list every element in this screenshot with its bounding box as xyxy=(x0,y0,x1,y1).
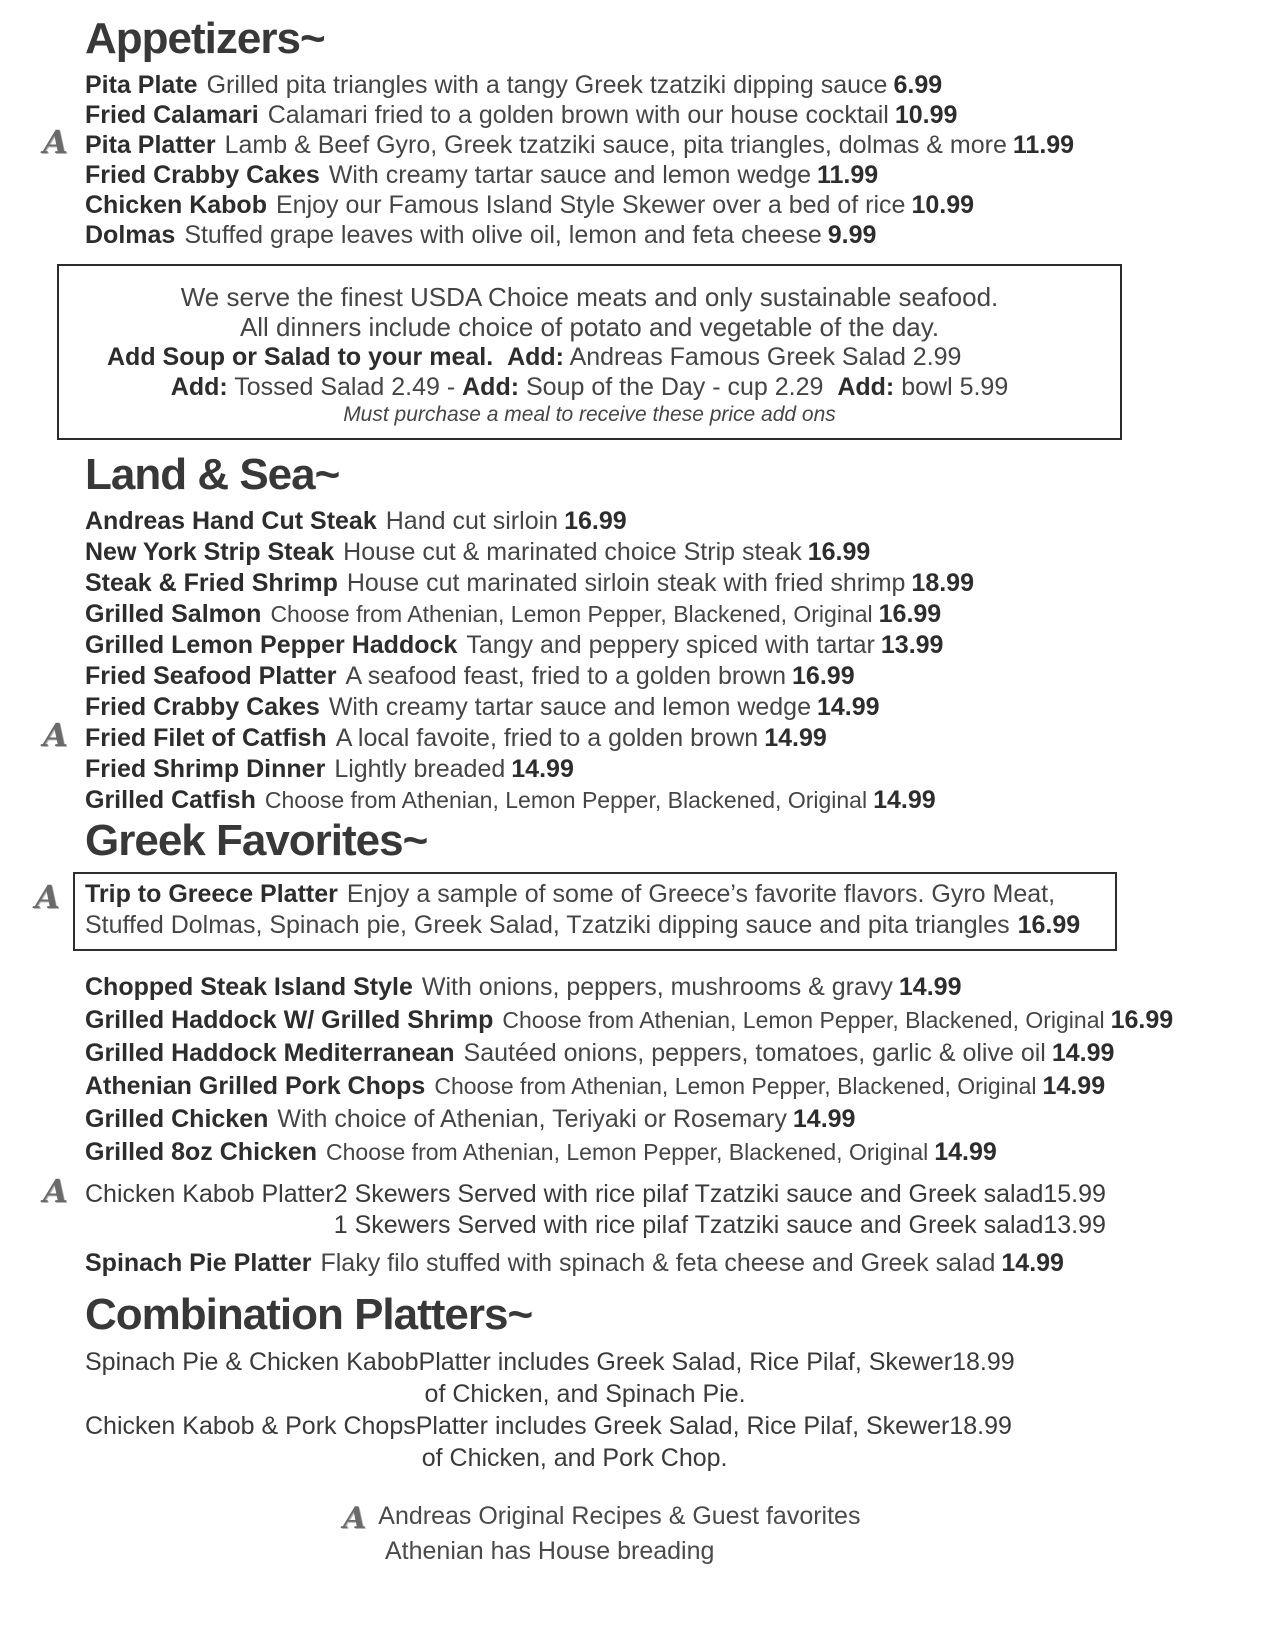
menu-item-fried-seafood-platter xyxy=(85,661,1195,692)
menu-item-chicken-kabob xyxy=(85,190,1195,220)
section-title-greek-favorites: Greek Favorites~ xyxy=(85,816,428,865)
footer-note: Andreas Original Recipes & Guest favorites xyxy=(378,1502,861,1530)
item-description: A local favoite, fried to a golden brown xyxy=(335,724,759,752)
menu-item-grilled-salmon xyxy=(85,599,1195,630)
item-description: 1 Skewers Served with rice pilaf Tzatziki sauce and Greek salad xyxy=(333,1211,1044,1239)
item-name: Grilled Catfish xyxy=(85,786,256,814)
info-line-4 xyxy=(71,372,1108,402)
add-soup-salad-label: Add Soup or Salad to your meal. xyxy=(107,343,494,371)
item-name: Spinach Pie Platter xyxy=(85,1249,312,1277)
menu-item-steak-fried-shrimp xyxy=(85,568,1195,599)
item-name: Athenian Grilled Pork Chops xyxy=(85,1072,426,1100)
menu-item-ny-strip-steak xyxy=(85,537,1195,568)
item-price: 14.99 xyxy=(1042,1072,1106,1100)
andreas-logo-icon: A xyxy=(343,1501,367,1536)
item-name: New York Strip Steak xyxy=(85,538,335,566)
item-description: Grilled pita triangles with a tangy Greek tzatziki dipping sauce xyxy=(206,71,888,99)
item-description: Choose from Athenian, Lemon Pepper, Blackened, Original xyxy=(326,1139,929,1165)
item-description-lines xyxy=(334,1179,1106,1241)
item-description: House cut marinated sirloin steak with fried shrimp xyxy=(346,569,906,597)
combination-platters-list xyxy=(85,1346,1195,1474)
item-price: 18.99 xyxy=(952,1348,1015,1376)
info-line-1: We serve the finest USDA Choice meats and only sustainable seafood. xyxy=(180,282,999,312)
item-description: Platter includes Greek Salad, Rice Pilaf, Skewer xyxy=(418,1348,953,1376)
item-price: 14.99 xyxy=(934,1138,997,1166)
add-label: Add: xyxy=(837,373,895,401)
item-description: Stuffed grape leaves with olive oil, lemon and feta cheese xyxy=(184,221,822,249)
item-name: Grilled Salmon xyxy=(85,600,262,628)
item-description: Platter includes Greek Salad, Rice Pilaf, Skewer xyxy=(415,1412,950,1440)
item-name: Pita Plate xyxy=(85,71,198,99)
add-greek-salad-text: Andreas Famous Greek Salad 2.99 xyxy=(569,343,962,371)
menu-item-grilled-chicken xyxy=(85,1103,1195,1136)
menu-item-fried-crabby-cakes-dinner xyxy=(85,692,1195,723)
section-title-land-and-sea: Land & Sea~ xyxy=(85,450,340,499)
item-description: 2 Skewers Served with rice pilaf Tzatziki sauce and Greek salad xyxy=(333,1180,1044,1208)
item-price: 14.99 xyxy=(1051,1039,1115,1067)
item-price: 6.99 xyxy=(893,71,943,99)
item-option-line xyxy=(334,1179,1106,1210)
land-and-sea-list xyxy=(43,506,1195,816)
item-name: Chicken Kabob xyxy=(85,191,267,219)
item-name: Trip to Greece Platter xyxy=(85,880,338,908)
menu-item-grilled-8oz-chicken xyxy=(85,1136,1195,1169)
item-price: 14.99 xyxy=(1001,1249,1064,1277)
dinner-info-box xyxy=(57,264,1122,440)
item-description-continued: of Chicken, and Spinach Pie. xyxy=(424,1380,746,1408)
menu-item-pita-platter xyxy=(43,123,1195,161)
item-price: 14.99 xyxy=(764,724,827,752)
item-price: 15.99 xyxy=(1043,1180,1106,1208)
menu-item-fried-filet-catfish xyxy=(43,716,1195,754)
menu-item-trip-to-greece-platter xyxy=(35,872,1117,951)
menu-item-fried-calamari xyxy=(85,100,1195,130)
item-description: Choose from Athenian, Lemon Pepper, Blackened, Original xyxy=(264,787,868,813)
menu-item-haddock-grilled-shrimp xyxy=(85,1004,1195,1037)
item-price: 16.99 xyxy=(878,600,942,628)
section-title-combination-platters: Combination Platters~ xyxy=(85,1290,533,1339)
item-description: Choose from Athenian, Lemon Pepper, Blackened, Original xyxy=(502,1007,1105,1033)
item-name: Dolmas xyxy=(85,221,176,249)
menu-item-chicken-kabob-pork-chops xyxy=(85,1410,1195,1474)
item-price: 10.99 xyxy=(911,191,975,219)
menu-footer xyxy=(85,1500,1195,1567)
item-price: 14.99 xyxy=(511,755,574,783)
item-name: Grilled Haddock W/ Grilled Shrimp xyxy=(85,1006,494,1034)
item-name: Grilled Chicken xyxy=(85,1105,269,1133)
add-label: Add: xyxy=(462,373,520,401)
item-description: Hand cut sirloin xyxy=(385,507,559,535)
item-price: 16.99 xyxy=(1017,911,1081,939)
item-description: Choose from Athenian, Lemon Pepper, Blackened, Original xyxy=(270,601,873,627)
item-name: Fried Shrimp Dinner xyxy=(85,755,326,783)
item-option-line xyxy=(334,1210,1106,1241)
info-fine-print: Must purchase a meal to receive these price add ons xyxy=(343,403,836,426)
footer-line-2: Athenian has House breading xyxy=(385,1537,715,1565)
footer-line-1 xyxy=(343,1500,1195,1535)
item-name: Grilled 8oz Chicken xyxy=(85,1138,318,1166)
item-name: Steak & Fried Shrimp xyxy=(85,569,338,597)
item-description: Flaky filo stuffed with spinach & feta cheese and Greek salad xyxy=(320,1249,996,1277)
add-tossed-salad-text: Tossed Salad 2.49 - xyxy=(234,373,456,401)
item-price: 14.99 xyxy=(817,693,880,721)
item-description-line xyxy=(416,1410,1012,1442)
menu-item-grilled-catfish xyxy=(85,785,1195,816)
add-bowl-text: bowl 5.99 xyxy=(901,373,1009,401)
andreas-logo-icon: A xyxy=(43,716,68,754)
menu-item-athenian-pork-chops xyxy=(85,1070,1195,1103)
item-price: 18.99 xyxy=(949,1412,1012,1440)
menu-item-lemon-pepper-haddock xyxy=(85,630,1195,661)
menu-item-chicken-kabob-platter xyxy=(43,1172,1195,1241)
item-name: Grilled Lemon Pepper Haddock xyxy=(85,631,458,659)
andreas-logo-icon: A xyxy=(43,123,68,161)
item-description: With creamy tartar sauce and lemon wedge xyxy=(328,693,811,721)
item-price: 10.99 xyxy=(894,101,958,129)
add-soup-text: Soup of the Day - cup 2.29 xyxy=(526,373,824,401)
appetizers-list xyxy=(43,70,1195,250)
menu-item-hand-cut-steak xyxy=(85,506,1195,537)
item-description: Choose from Athenian, Lemon Pepper, Blackened, Original xyxy=(434,1073,1037,1099)
item-description-lines xyxy=(416,1410,1012,1474)
andreas-logo-icon: A xyxy=(43,1172,68,1210)
menu-item-pita-plate xyxy=(85,70,1195,100)
item-description-continued: of Chicken, and Pork Chop. xyxy=(421,1444,728,1472)
menu-item-spinach-pie-chicken-kabob xyxy=(85,1346,1195,1410)
item-description: Tangy and peppery spiced with tartar xyxy=(466,631,875,659)
item-name: Fried Seafood Platter xyxy=(85,662,337,690)
info-line-3 xyxy=(71,342,1108,372)
item-description-line xyxy=(419,1346,1015,1378)
item-description: With choice of Athenian, Teriyaki or Rosemary xyxy=(277,1105,787,1133)
menu-item-chopped-steak xyxy=(85,971,1195,1004)
item-description: Enjoy a sample of some of Greece’s favorite flavors. Gyro Meat, Stuffed Dolmas, Spinach pie, Greek Salad, Tzatziki dipping sauce and pita triangles xyxy=(85,880,1056,939)
item-name: Chicken Kabob Platter xyxy=(85,1180,334,1208)
item-name: Pita Platter xyxy=(85,131,216,159)
menu-item-dolmas xyxy=(85,220,1195,250)
item-name: Spinach Pie & Chicken Kabob xyxy=(85,1348,419,1376)
item-price: 16.99 xyxy=(1110,1006,1174,1034)
item-name: Fried Crabby Cakes xyxy=(85,161,320,189)
item-price: 9.99 xyxy=(827,221,877,249)
item-description: A seafood feast, fried to a golden brown xyxy=(345,662,787,690)
item-name: Chopped Steak Island Style xyxy=(85,973,413,1001)
item-price: 14.99 xyxy=(873,786,936,814)
item-description: House cut & marinated choice Strip steak xyxy=(343,538,802,566)
item-description: Lamb & Beef Gyro, Greek tzatziki sauce, pita triangles, dolmas & more xyxy=(224,131,1007,159)
item-description: With onions, peppers, mushrooms & gravy xyxy=(421,973,893,1001)
item-description: Enjoy our Famous Island Style Skewer over a bed of rice xyxy=(275,191,906,219)
item-name: Fried Filet of Catfish xyxy=(85,724,327,752)
item-description: Calamari fried to a golden brown with our house cocktail xyxy=(267,101,889,129)
item-description-lines xyxy=(419,1346,1015,1410)
menu-item-spinach-pie-platter xyxy=(85,1247,1195,1280)
item-price: 18.99 xyxy=(911,569,974,597)
item-price: 13.99 xyxy=(880,631,944,659)
add-label: Add: xyxy=(170,373,228,401)
menu-item-haddock-mediterranean xyxy=(85,1037,1195,1070)
item-price: 14.99 xyxy=(898,973,962,1001)
item-description: Sautéed onions, peppers, tomatoes, garlic & olive oil xyxy=(463,1039,1046,1067)
item-price: 16.99 xyxy=(792,662,855,690)
item-name: Chicken Kabob & Pork Chops xyxy=(85,1412,416,1440)
item-price: 11.99 xyxy=(1012,131,1075,159)
item-price: 16.99 xyxy=(564,507,627,535)
item-price: 14.99 xyxy=(792,1105,856,1133)
item-name: Fried Crabby Cakes xyxy=(85,693,320,721)
item-description: With creamy tartar sauce and lemon wedge xyxy=(328,161,811,189)
info-line-2: All dinners include choice of potato and vegetable of the day. xyxy=(239,312,940,342)
greek-favorites-list xyxy=(43,971,1195,1280)
item-name: Andreas Hand Cut Steak xyxy=(85,507,377,535)
item-name: Grilled Haddock Mediterranean xyxy=(85,1039,455,1067)
item-description: Lightly breaded xyxy=(334,755,506,783)
item-price: 11.99 xyxy=(817,161,879,189)
item-name: Fried Calamari xyxy=(85,101,259,129)
add-label: Add: xyxy=(507,343,564,371)
item-price: 16.99 xyxy=(807,538,871,566)
menu-item-fried-shrimp-dinner xyxy=(85,754,1195,785)
section-title-appetizers: Appetizers~ xyxy=(85,14,325,63)
andreas-logo-icon: A xyxy=(35,878,60,916)
menu-item-fried-crabby-cakes xyxy=(85,160,1195,190)
item-price: 13.99 xyxy=(1043,1211,1106,1239)
